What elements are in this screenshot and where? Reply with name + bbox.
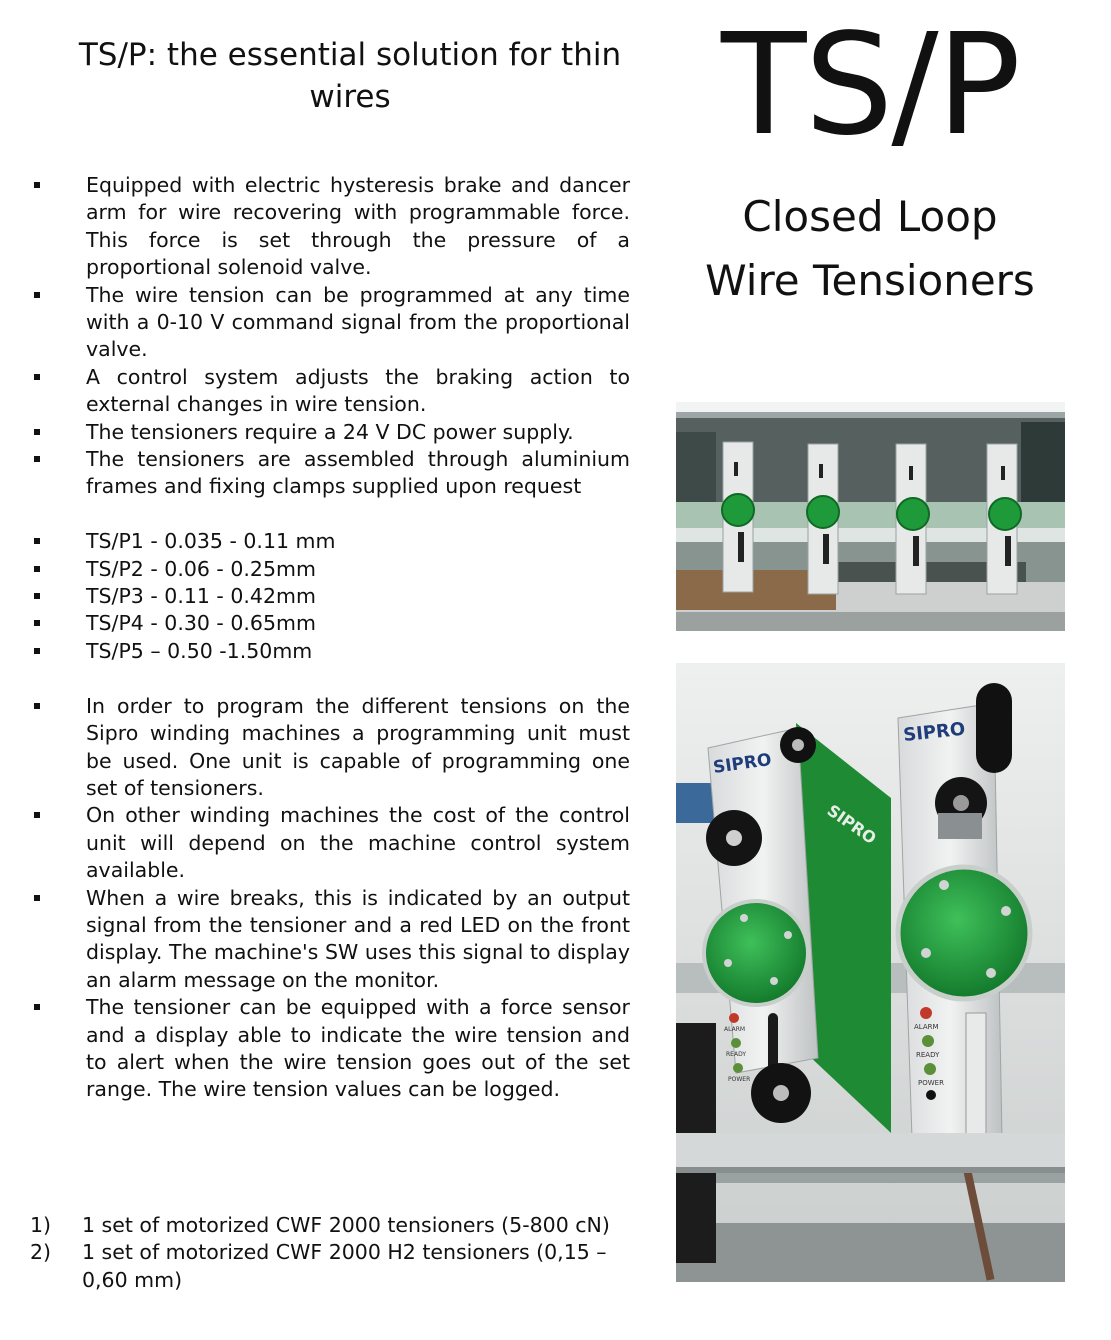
model-item: TS/P3 - 0.11 - 0.42mm — [30, 583, 630, 610]
alarm-label-left: ALARM — [724, 1026, 746, 1033]
detail-item: In order to program the different tensions on the Sipro winding machines a programming unit must be used. One unit is capable of programming one set of tensioners. — [30, 693, 630, 803]
item-text: 1 set of motorized CWF 2000 tensioners (5-800 cN) — [82, 1213, 610, 1237]
feature-item: The tensioners require a 24 V DC power supply. — [30, 419, 630, 446]
ready-label-right: READY — [916, 1051, 940, 1059]
brand-label-right: SIPRO — [902, 718, 967, 746]
model-item: TS/P5 – 0.50 -1.50mm — [30, 638, 630, 665]
tensioners-closeup-photo — [676, 663, 1065, 1282]
detail-item: On other winding machines the cost of the control unit will depend on the machine control system available. — [30, 802, 630, 884]
brand-label-side: SIPRO — [823, 800, 880, 848]
feature-item: The tensioners are assembled through aluminium frames and fixing clamps supplied upon request — [30, 446, 630, 501]
page-heading: TS/P: the essential solution for thin wires — [78, 37, 622, 115]
tensioners-closeup-illustration — [676, 663, 1065, 1282]
item-text: 1 set of motorized CWF 2000 H2 tensioners (0,15 – 0,60 mm) — [82, 1240, 607, 1292]
feature-list — [30, 172, 630, 1104]
feature-item: The wire tension can be programmed at any time with a 0-10 V command signal from the proportional valve. — [30, 282, 630, 364]
feature-item: Equipped with electric hysteresis brake and dancer arm for wire recovering with programmable force. This force is set through the pressure of a proportional solenoid valve. — [30, 172, 630, 282]
model-item: TS/P2 - 0.06 - 0.25mm — [30, 556, 630, 583]
ready-label-left: READY — [726, 1051, 747, 1058]
subtitle-line-1: Closed Loop — [742, 192, 998, 241]
subtitle-line-2: Wire Tensioners — [705, 256, 1035, 305]
feature-item: A control system adjusts the braking action to external changes in wire tension. — [30, 364, 630, 419]
tensioners-on-machine-photo — [676, 402, 1065, 631]
model-item: TS/P1 - 0.035 - 0.11 mm — [30, 528, 630, 555]
model-item: TS/P4 - 0.30 - 0.65mm — [30, 610, 630, 637]
item-number: 1) — [30, 1213, 52, 1237]
product-title: TS/P — [721, 4, 1019, 167]
item-number: 2) — [30, 1240, 52, 1265]
list-spacer — [30, 501, 630, 528]
product-subtitle — [670, 185, 1070, 313]
numbered-item — [30, 1212, 630, 1239]
detail-item: The tensioner can be equipped with a force sensor and a display able to indicate the wire tension and to alert when the wire tension goes out of the set range. The wire tension values can be logged. — [30, 994, 630, 1104]
brand-label-left: SIPRO — [711, 749, 773, 778]
list-spacer — [30, 665, 630, 692]
alarm-label-right: ALARM — [914, 1023, 939, 1031]
numbered-item — [30, 1239, 630, 1294]
detail-item: When a wire breaks, this is indicated by an output signal from the tensioner and a red LED on the front display. The machine's SW uses this signal to display an alarm message on the monitor. — [30, 885, 630, 995]
power-label-right: POWER — [918, 1079, 944, 1087]
numbered-list — [30, 1212, 630, 1294]
power-label-left: POWER — [728, 1076, 751, 1083]
tensioners-row-illustration — [676, 402, 1065, 631]
